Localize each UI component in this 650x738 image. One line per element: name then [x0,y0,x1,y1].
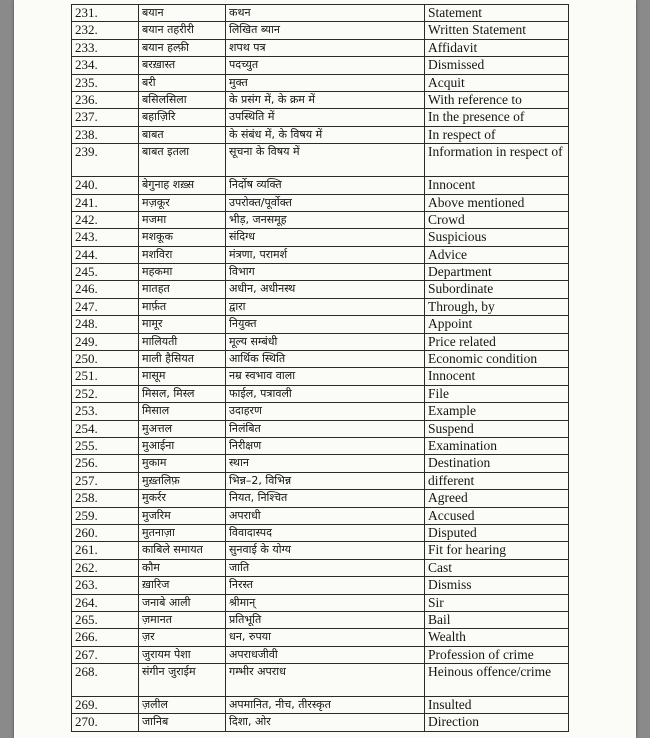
urdu-term: ज़र [139,629,226,646]
entry-number: 253. [72,403,139,420]
urdu-term: जानिब [139,714,226,731]
english-meaning: Example [425,403,569,420]
urdu-term: महकमा [139,264,226,281]
glossary-body [72,5,569,732]
entry-number: 264. [72,594,139,611]
table-row [72,385,569,402]
table-row [72,194,569,211]
hindi-meaning: शपथ पत्र [226,39,425,56]
urdu-term: संगीन जुराईम [139,664,226,697]
english-meaning: Written Statement [425,22,569,39]
entry-number: 242. [72,211,139,228]
hindi-meaning: निर्दोष व्यक्ति [226,177,425,194]
entry-number: 232. [72,22,139,39]
entry-number: 258. [72,490,139,507]
urdu-term: मशविरा [139,246,226,263]
entry-number: 250. [72,351,139,368]
english-meaning: Fit for hearing [425,542,569,559]
entry-number: 255. [72,437,139,454]
urdu-term: कौम [139,559,226,576]
entry-number: 260. [72,524,139,541]
english-meaning: Suspend [425,420,569,437]
hindi-meaning: द्वारा [226,298,425,315]
urdu-term: मजमा [139,211,226,228]
urdu-term: ज़लील [139,697,226,714]
table-row [72,368,569,385]
urdu-term: मशकूक [139,229,226,246]
english-meaning: Crowd [425,211,569,228]
hindi-meaning: उदाहरण [226,403,425,420]
table-row [72,229,569,246]
english-meaning: Through, by [425,298,569,315]
entry-number: 239. [72,144,139,177]
english-meaning: Advice [425,246,569,263]
table-row [72,420,569,437]
english-meaning: Agreed [425,490,569,507]
hindi-meaning: प्रतिभूति [226,611,425,628]
table-row [72,281,569,298]
english-meaning: Bail [425,611,569,628]
entry-number: 231. [72,5,139,22]
entry-number: 267. [72,646,139,663]
entry-number: 259. [72,507,139,524]
urdu-term: बरख़ास्त [139,57,226,74]
english-meaning: Information in respect of [425,144,569,177]
entry-number: 270. [72,714,139,731]
entry-number: 268. [72,664,139,697]
urdu-term: मुआईना [139,437,226,454]
entry-number: 256. [72,455,139,472]
hindi-meaning: फाईल, पत्रावली [226,385,425,402]
hindi-meaning: मंत्रणा, परामर्श [226,246,425,263]
urdu-term: जुरायम पेशा [139,646,226,663]
urdu-term: काबिले समायत [139,542,226,559]
table-row [72,629,569,646]
urdu-term: माली हैसियत [139,351,226,368]
table-row [72,39,569,56]
hindi-meaning: अधीन, अधीनस्थ [226,281,425,298]
hindi-meaning: अपराधजीवी [226,646,425,663]
table-row [72,298,569,315]
urdu-term: बयान तहरीरी [139,22,226,39]
english-meaning: Accused [425,507,569,524]
urdu-term: बयान [139,5,226,22]
hindi-meaning: भीड़, जनसमूह [226,211,425,228]
hindi-meaning: लिखित ब्यान [226,22,425,39]
hindi-meaning: आर्थिक स्थिति [226,351,425,368]
entry-number: 248. [72,316,139,333]
hindi-meaning: अपमानित, नीच, तीरस्कृत [226,697,425,714]
urdu-term: मासूम [139,368,226,385]
english-meaning: In respect of [425,126,569,143]
table-row [72,211,569,228]
document-page [14,0,636,738]
urdu-term: ख़ारिज [139,577,226,594]
english-meaning: File [425,385,569,402]
entry-number: 236. [72,91,139,108]
english-meaning: Appoint [425,316,569,333]
table-row [72,714,569,731]
urdu-term: मामूर [139,316,226,333]
hindi-meaning: उपस्थिति में [226,109,425,126]
hindi-meaning: दिशा, ओर [226,714,425,731]
english-meaning: Cast [425,559,569,576]
table-row [72,437,569,454]
urdu-term: बाबत इतला [139,144,226,177]
urdu-term: मातहत [139,281,226,298]
entry-number: 234. [72,57,139,74]
hindi-meaning: जाति [226,559,425,576]
hindi-meaning: विवादास्पद [226,524,425,541]
hindi-meaning: नियुक्त [226,316,425,333]
english-meaning: Subordinate [425,281,569,298]
hindi-meaning: स्थान [226,455,425,472]
entry-number: 249. [72,333,139,350]
table-row [72,490,569,507]
english-meaning: Innocent [425,177,569,194]
hindi-meaning: उपरोक्त/पूर्वोक्त [226,194,425,211]
english-meaning: Direction [425,714,569,731]
urdu-term: मुअत्तल [139,420,226,437]
table-row [72,177,569,194]
urdu-term: मुतनाज़ा [139,524,226,541]
table-row [72,542,569,559]
hindi-meaning: मूल्य सम्बंधी [226,333,425,350]
english-meaning: Dismissed [425,57,569,74]
table-row [72,403,569,420]
hindi-meaning: भिन्न–2, विभिन्न [226,472,425,489]
english-meaning: Destination [425,455,569,472]
english-meaning: With reference to [425,91,569,108]
hindi-meaning: के संबंध में, के विषय में [226,126,425,143]
english-meaning: Suspicious [425,229,569,246]
english-meaning: Department [425,264,569,281]
entry-number: 247. [72,298,139,315]
table-row [72,144,569,177]
table-row [72,351,569,368]
entry-number: 233. [72,39,139,56]
table-row [72,109,569,126]
english-meaning: Affidavit [425,39,569,56]
entry-number: 261. [72,542,139,559]
table-row [72,664,569,697]
entry-number: 252. [72,385,139,402]
entry-number: 265. [72,611,139,628]
hindi-meaning: धन, रुपया [226,629,425,646]
entry-number: 237. [72,109,139,126]
entry-number: 262. [72,559,139,576]
hindi-meaning: गम्भीर अपराध [226,664,425,697]
hindi-meaning: निरस्त [226,577,425,594]
table-row [72,91,569,108]
urdu-term: बसिलसिला [139,91,226,108]
hindi-meaning: अपराधी [226,507,425,524]
urdu-term: मालियती [139,333,226,350]
hindi-meaning: सूचना के विषय में [226,144,425,177]
english-meaning: Statement [425,5,569,22]
table-row [72,507,569,524]
entry-number: 251. [72,368,139,385]
urdu-term: मुकाम [139,455,226,472]
urdu-term: मज़कूर [139,194,226,211]
table-row [72,455,569,472]
english-meaning: Price related [425,333,569,350]
urdu-term: मुकर्रर [139,490,226,507]
hindi-meaning: सुनवाई के योग्य [226,542,425,559]
hindi-meaning: पदच्युत [226,57,425,74]
table-row [72,559,569,576]
english-meaning: Wealth [425,629,569,646]
english-meaning: In the presence of [425,109,569,126]
entry-number: 244. [72,246,139,263]
urdu-term: मिसल, मिस्ल [139,385,226,402]
entry-number: 246. [72,281,139,298]
table-row [72,74,569,91]
urdu-term: मिसाल [139,403,226,420]
hindi-meaning: विभाग [226,264,425,281]
hindi-meaning: नम्र स्वभाव वाला [226,368,425,385]
english-meaning: Economic condition [425,351,569,368]
table-row [72,22,569,39]
urdu-term: मार्फ़त [139,298,226,315]
table-row [72,697,569,714]
urdu-term: बाबत [139,126,226,143]
english-meaning: Innocent [425,368,569,385]
glossary-table [71,4,569,732]
table-row [72,646,569,663]
table-row [72,333,569,350]
entry-number: 240. [72,177,139,194]
hindi-meaning: नियत, निश्चित [226,490,425,507]
table-row [72,246,569,263]
entry-number: 257. [72,472,139,489]
table-row [72,524,569,541]
entry-number: 235. [72,74,139,91]
urdu-term: जनाबे आली [139,594,226,611]
hindi-meaning: कथन [226,5,425,22]
english-meaning: Examination [425,437,569,454]
urdu-term: बयान हल्फ़ी [139,39,226,56]
table-row [72,57,569,74]
entry-number: 243. [72,229,139,246]
table-row [72,577,569,594]
entry-number: 269. [72,697,139,714]
english-meaning: Above mentioned [425,194,569,211]
english-meaning: Dismiss [425,577,569,594]
urdu-term: बेगुनाह शख़्स [139,177,226,194]
hindi-meaning: संदिग्ध [226,229,425,246]
english-meaning: different [425,472,569,489]
english-meaning: Insulted [425,697,569,714]
table-row [72,611,569,628]
urdu-term: मुजरिम [139,507,226,524]
entry-number: 266. [72,629,139,646]
entry-number: 238. [72,126,139,143]
hindi-meaning: निलंबित [226,420,425,437]
table-row [72,5,569,22]
english-meaning: Acquit [425,74,569,91]
entry-number: 245. [72,264,139,281]
table-row [72,126,569,143]
english-meaning: Heinous offence/crime [425,664,569,697]
urdu-term: बरी [139,74,226,91]
urdu-term: ज़मानत [139,611,226,628]
entry-number: 254. [72,420,139,437]
hindi-meaning: मुक्त [226,74,425,91]
hindi-meaning: श्रीमान् [226,594,425,611]
table-row [72,264,569,281]
hindi-meaning: निरीक्षण [226,437,425,454]
table-row [72,594,569,611]
table-row [72,472,569,489]
english-meaning: Disputed [425,524,569,541]
table-row [72,316,569,333]
urdu-term: मुख़्तलिफ़ [139,472,226,489]
entry-number: 241. [72,194,139,211]
english-meaning: Profession of crime [425,646,569,663]
hindi-meaning: के प्रसंग में, के क्रम में [226,91,425,108]
entry-number: 263. [72,577,139,594]
english-meaning: Sir [425,594,569,611]
urdu-term: बहाज़िरि [139,109,226,126]
